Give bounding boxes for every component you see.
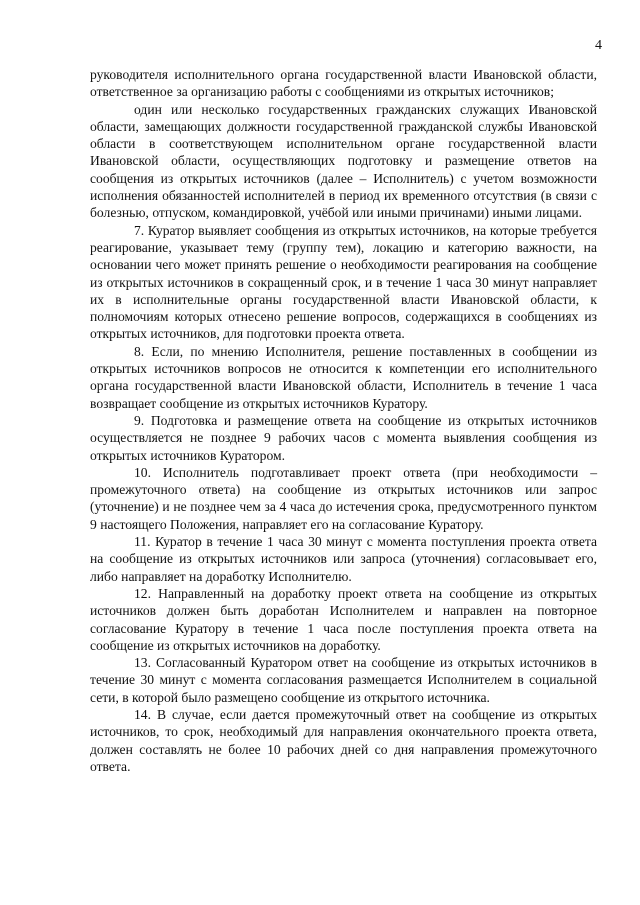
paragraph-executor-definition: один или несколько государственных гражданских служащих Ивановской области, замещающих должности государственной гражданской службы Ивановской области в соответствующем исполнительном органе государственной власти Ивановской области, осуществляющих подготовку и размещение ответов на сообщения из открытых источников (далее – Исполнитель) с учетом возможности исполнения обязанностей исполнителей в период их временного отсутствия (в связи с болезнью, отпуском, командировкой, учёбой или иными причинами) иными лицами.	[90, 101, 597, 221]
paragraph-10: 10. Исполнитель подготавливает проект ответа (при необходимости – промежуточного ответа) на сообщение из открытых источников или запрос (уточнение) и не позднее чем за 4 часа до истечения срока, предусмотренного пунктом 9 настоящего Положения, направляет его на согласование Куратору.	[90, 464, 597, 532]
paragraph-14: 14. В случае, если дается промежуточный ответ на сообщение из открытых источников, то срок, необходимый для направления окончательного проекта ответа, должен составлять не более 10 рабочих дней со дня направления промежуточного ответа.	[90, 706, 597, 774]
paragraph-8: 8. Если, по мнению Исполнителя, решение поставленных в сообщении из открытых источников вопросов не относится к компетенции его исполнительного органа государственной власти Ивановской области, Исполнитель в течение 1 часа возвращает сообщение из открытых источников Куратору.	[90, 343, 597, 411]
paragraph-9: 9. Подготовка и размещение ответа на сообщение из открытых источников осуществляется не позднее 9 рабочих часов с момента выявления сообщения из открытых источников Куратором.	[90, 412, 597, 463]
paragraph-12: 12. Направленный на доработку проект ответа на сообщение из открытых источников должен быть доработан Исполнителем и направлен на повторное согласование Куратору в течение 1 часа после поступления проекта ответа на сообщение из открытых источников на доработку.	[90, 585, 597, 653]
page-number: 4	[595, 38, 602, 53]
paragraph-7: 7. Куратор выявляет сообщения из открытых источников, на которые требуется реагирование, указывает тему (группу тем), локацию и категорию важности, на основании чего может принять решение о необходимости реагирования на сообщение из открытых источников в сокращенный срок, и в течение 1 часа 30 минут направляет их в исполнительные органы государственной власти Ивановской области, к полномочиям которых отнесено решение вопросов, содержащихся в сообщениях из открытых источников, для подготовки проекта ответа.	[90, 222, 597, 342]
paragraph-continuation: руководителя исполнительного органа государственной власти Ивановской области, ответственное за организацию работы с сообщениями из открытых источников;	[90, 67, 597, 100]
paragraph-11: 11. Куратор в течение 1 часа 30 минут с момента поступления проекта ответа на сообщение из открытых источников или запроса (уточнения) согласовывает его, либо направляет на доработку Исполнителю.	[90, 534, 597, 584]
document-body	[90, 66, 597, 775]
paragraph-13: 13. Согласованный Куратором ответ на сообщение из открытых источников в течение 30 минут с момента согласования размещается Исполнителем в социальной сети, в которой было размещено сообщение из открытого источника.	[90, 655, 597, 705]
